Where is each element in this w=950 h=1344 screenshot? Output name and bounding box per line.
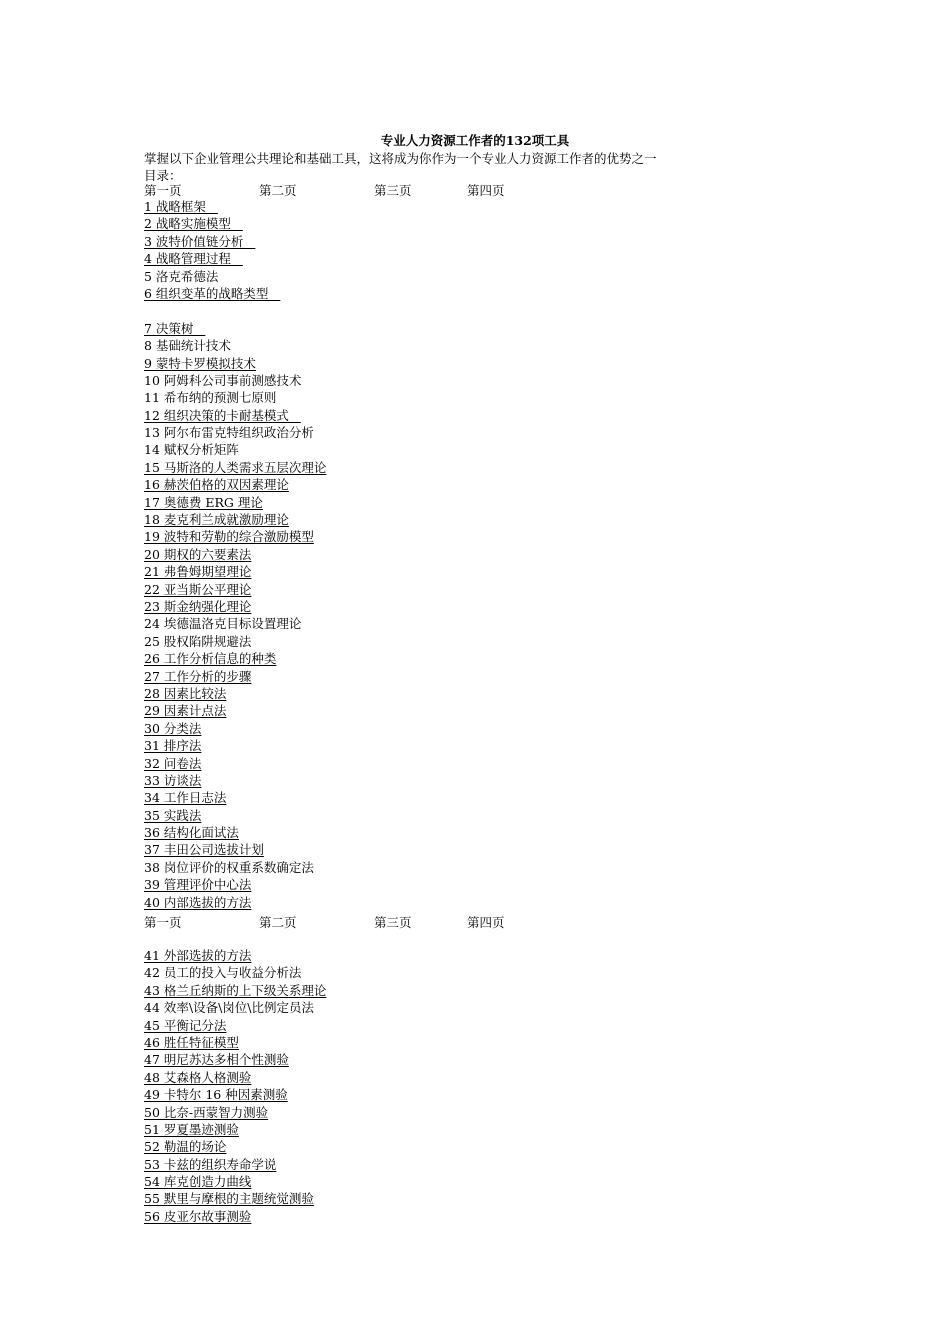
toc-item-link[interactable]: 52 勒温的场论 xyxy=(144,1139,227,1155)
document-title: 专业人力资源工作者的132项工具 xyxy=(380,133,570,148)
nav-page-1[interactable]: 第一页 xyxy=(144,183,182,198)
toc-item-text: 11 希布纳的预测七原则 xyxy=(144,390,277,406)
toc-item-link[interactable]: 19 波特和劳勒的综合激励模型 xyxy=(144,529,314,545)
toc-item-text: 13 阿尔布雷克特组织政治分析 xyxy=(144,425,314,441)
toc-item xyxy=(144,337,326,354)
toc-item[interactable] xyxy=(144,511,326,528)
toc-item-link[interactable]: 53 卡兹的组织寿命学说 xyxy=(144,1156,277,1172)
toc-item[interactable] xyxy=(144,894,326,911)
toc-item xyxy=(144,424,326,441)
toc-item-link[interactable]: 26 工作分析信息的种类 xyxy=(144,651,277,667)
toc-item xyxy=(144,268,326,285)
toc-item-link[interactable]: 37 丰田公司选拔计划 xyxy=(144,842,264,858)
toc-item-link[interactable]: 15 马斯洛的人类需求五层次理论 xyxy=(144,459,327,475)
toc-item-link[interactable]: 33 访谈法 xyxy=(144,772,202,788)
toc-item-link[interactable]: 45 平衡记分法 xyxy=(144,1017,227,1033)
toc-item-link[interactable]: 46 胜任特征模型 xyxy=(144,1034,239,1050)
nav-page-2[interactable]: 第二页 xyxy=(259,915,297,930)
toc-item-link[interactable]: 9 蒙特卡罗模拟技术 xyxy=(144,355,256,371)
toc-item-link[interactable]: 39 管理评价中心法 xyxy=(144,877,252,893)
toc-item[interactable] xyxy=(144,528,326,545)
toc-item[interactable] xyxy=(144,1208,326,1225)
toc-item[interactable] xyxy=(144,1190,326,1207)
toc-item-link[interactable]: 29 因素计点法 xyxy=(144,703,227,719)
toc-item[interactable] xyxy=(144,1017,326,1034)
toc-item[interactable] xyxy=(144,650,326,667)
toc-item-link[interactable]: 43 格兰丘纳斯的上下级关系理论 xyxy=(144,982,327,998)
toc-item-link[interactable]: 16 赫茨伯格的双因素理论 xyxy=(144,477,289,493)
nav-page-4[interactable]: 第四页 xyxy=(467,915,505,930)
toc-item[interactable] xyxy=(144,233,326,250)
toc-item-link[interactable]: 7 决策树 xyxy=(144,320,206,336)
page-nav-top xyxy=(144,182,644,199)
toc-item-text: 42 员工的投入与收益分析法 xyxy=(144,965,302,981)
toc-item-link[interactable]: 40 内部选拔的方法 xyxy=(144,894,252,910)
toc-item[interactable] xyxy=(144,563,326,580)
toc-item[interactable] xyxy=(144,720,326,737)
toc-item[interactable] xyxy=(144,1121,326,1138)
toc-item[interactable] xyxy=(144,668,326,685)
toc-item[interactable] xyxy=(144,789,326,806)
toc-item[interactable] xyxy=(144,876,326,893)
toc-item[interactable] xyxy=(144,285,326,302)
nav-page-1[interactable]: 第一页 xyxy=(144,915,182,930)
toc-item[interactable] xyxy=(144,250,326,267)
toc-item xyxy=(144,441,326,458)
toc-item-link[interactable]: 50 比奈-西蒙智力测验 xyxy=(144,1104,269,1120)
toc-item-link[interactable]: 27 工作分析的步骤 xyxy=(144,668,252,684)
toc-item[interactable] xyxy=(144,1051,326,1068)
toc-item[interactable] xyxy=(144,459,326,476)
nav-page-3[interactable]: 第三页 xyxy=(374,183,412,198)
toc-spacer xyxy=(144,302,326,319)
toc-item-text: 10 阿姆科公司事前测感技术 xyxy=(144,372,302,388)
toc-item[interactable] xyxy=(144,824,326,841)
toc-item-text: 44 效率\设备\岗位\比例定员法 xyxy=(144,1000,315,1016)
toc-item[interactable] xyxy=(144,215,326,232)
toc-item[interactable] xyxy=(144,1034,326,1051)
nav-page-3[interactable]: 第三页 xyxy=(374,915,412,930)
toc-item-link[interactable]: 28 因素比较法 xyxy=(144,685,227,701)
toc-item[interactable] xyxy=(144,947,326,964)
toc-item[interactable] xyxy=(144,772,326,789)
toc-item-link[interactable]: 1 战略框架 xyxy=(144,199,218,214)
intro-paragraph: 掌握以下企业管理公共理论和基础工具，这将成为你作为一个专业人力资源工作者的优势之一 xyxy=(144,151,657,166)
toc-item[interactable] xyxy=(144,982,326,999)
toc-label: 目录： xyxy=(144,168,182,183)
toc-item-link[interactable]: 4 战略管理过程 xyxy=(144,251,243,267)
toc-item[interactable] xyxy=(144,1069,326,1086)
toc-item-link[interactable]: 49 卡特尔 16 种因素测验 xyxy=(144,1087,288,1103)
toc-item-link[interactable]: 3 波特价值链分析 xyxy=(144,233,256,249)
toc-item-text: 8 基础统计技术 xyxy=(144,338,231,354)
toc-item[interactable] xyxy=(144,702,326,719)
toc-item[interactable] xyxy=(144,198,326,215)
toc-item-link[interactable]: 48 艾森格人格测验 xyxy=(144,1069,252,1085)
toc-item-link[interactable]: 12 组织决策的卡耐基模式 xyxy=(144,407,301,423)
toc-item[interactable] xyxy=(144,320,326,337)
toc-item xyxy=(144,999,326,1016)
page-nav-middle xyxy=(144,914,644,931)
nav-page-2[interactable]: 第二页 xyxy=(259,183,297,198)
toc-item xyxy=(144,615,326,632)
toc-item xyxy=(144,964,326,981)
toc-item-link[interactable]: 30 分类法 xyxy=(144,720,202,736)
toc-item[interactable] xyxy=(144,807,326,824)
toc-item xyxy=(144,633,326,650)
toc-item-link[interactable]: 17 奥德费 ERG 理论 xyxy=(144,494,263,510)
toc-item[interactable] xyxy=(144,355,326,372)
toc-item-link[interactable]: 41 外部选拔的方法 xyxy=(144,948,252,963)
toc-item[interactable] xyxy=(144,546,326,563)
toc-item[interactable] xyxy=(144,581,326,598)
toc-item[interactable] xyxy=(144,737,326,754)
toc-item-link[interactable]: 2 战略实施模型 xyxy=(144,216,243,232)
toc-item[interactable] xyxy=(144,841,326,858)
toc-item[interactable] xyxy=(144,1173,326,1190)
toc-item[interactable] xyxy=(144,755,326,772)
toc-item-link[interactable]: 36 结构化面试法 xyxy=(144,825,239,841)
toc-item-link[interactable]: 21 弗鲁姆期望理论 xyxy=(144,564,252,580)
toc-item xyxy=(144,372,326,389)
toc-item-text: 38 岗位评价的权重系数确定法 xyxy=(144,859,314,875)
toc-item-link[interactable]: 20 期权的六要素法 xyxy=(144,546,252,562)
toc-item-text: 5 洛克希德法 xyxy=(144,268,219,284)
toc-item[interactable] xyxy=(144,1104,326,1121)
toc-item-link[interactable]: 54 库克创造力曲线 xyxy=(144,1174,252,1190)
toc-list-part2 xyxy=(144,947,326,1225)
toc-item-text: 25 股权陷阱规避法 xyxy=(144,633,252,649)
toc-item-link[interactable]: 34 工作日志法 xyxy=(144,790,227,806)
toc-list-part1 xyxy=(144,198,326,911)
toc-item-link[interactable]: 18 麦克利兰成就激励理论 xyxy=(144,512,289,528)
toc-item-link[interactable]: 31 排序法 xyxy=(144,738,202,754)
toc-item[interactable] xyxy=(144,1086,326,1103)
toc-item[interactable] xyxy=(144,407,326,424)
toc-item[interactable] xyxy=(144,598,326,615)
toc-item-text: 24 埃德温洛克目标设置理论 xyxy=(144,616,302,632)
toc-item[interactable] xyxy=(144,476,326,493)
toc-item-link[interactable]: 35 实践法 xyxy=(144,807,202,823)
toc-item-link[interactable]: 56 皮亚尔故事测验 xyxy=(144,1208,252,1224)
toc-item-link[interactable]: 22 亚当斯公平理论 xyxy=(144,581,252,597)
toc-item-link[interactable]: 32 问卷法 xyxy=(144,755,202,771)
nav-page-4[interactable]: 第四页 xyxy=(467,183,505,198)
toc-item[interactable] xyxy=(144,1156,326,1173)
toc-item-link[interactable]: 47 明尼苏达多相个性测验 xyxy=(144,1052,289,1068)
toc-item-link[interactable]: 6 组织变革的战略类型 xyxy=(144,285,281,301)
toc-item-link[interactable]: 55 默里与摩根的主题统觉测验 xyxy=(144,1191,314,1207)
toc-item[interactable] xyxy=(144,685,326,702)
toc-item-text: 14 赋权分析矩阵 xyxy=(144,442,239,458)
toc-item-link[interactable]: 51 罗夏墨迹测验 xyxy=(144,1121,239,1137)
toc-item[interactable] xyxy=(144,494,326,511)
toc-item xyxy=(144,859,326,876)
toc-item[interactable] xyxy=(144,1138,326,1155)
toc-item xyxy=(144,389,326,406)
toc-item-link[interactable]: 23 斯金纳强化理论 xyxy=(144,598,252,614)
